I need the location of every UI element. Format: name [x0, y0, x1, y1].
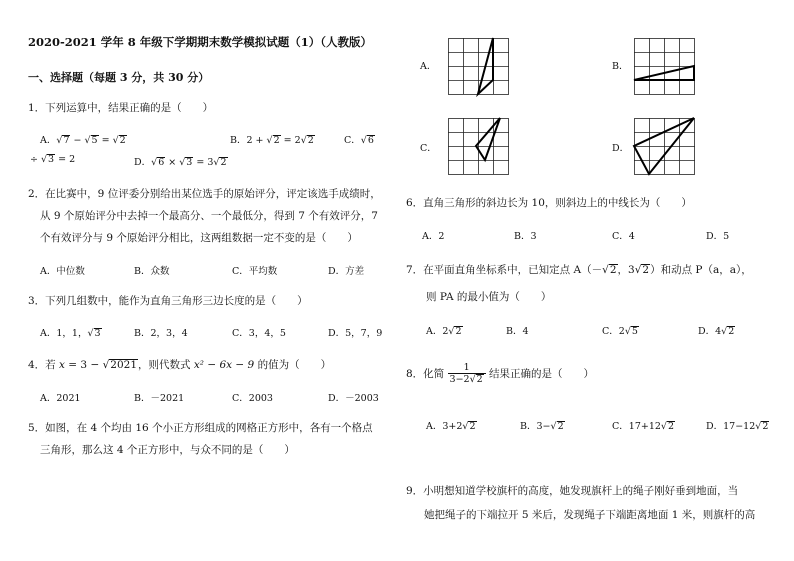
question-3-option-c: C．3，4，5: [232, 328, 286, 339]
question-1-option-c-cont: ÷ √3 = 2: [30, 154, 76, 165]
section-heading: 一、选择题（每题 3 分，共 30 分）: [28, 71, 210, 84]
question-7-option-c: C．2√5: [602, 326, 638, 337]
question-2-option-b: B．众数: [134, 266, 170, 277]
question-5-line-2: 三角形，那么这 4 个正方形中，与众不同的是（ ）: [40, 444, 295, 456]
question-4-option-c: C．2003: [232, 393, 273, 404]
question-7-line-2: 则 PA 的最小值为（ ）: [426, 291, 552, 303]
question-4-option-d: D．－2003: [328, 393, 379, 404]
question-1-option-b: B．2 + √2 = 2√2: [230, 135, 314, 146]
question-7-option-b: B．4: [506, 326, 529, 337]
question-5-option-b: B．: [612, 61, 629, 72]
question-6-option-b: B．3: [514, 231, 537, 242]
question-6-stem: 6．直角三角形的斜边长为 10，则斜边上的中线长为（ ）: [406, 197, 692, 209]
question-4-stem: 4．若 x = 3 − √2021，则代数式 x² − 6x − 9 的值为（ ）: [28, 359, 332, 371]
question-1-option-c: C．√6: [344, 135, 374, 146]
question-3-option-a: A．1，1，√3: [40, 328, 101, 339]
question-3-stem: 3．下列几组数中，能作为直角三角形三边长度的是（ ）: [28, 295, 308, 307]
question-2-line-2: 从 9 个原始评分中去掉一个最高分、一个最低分，得到 7 个有效评分，7: [40, 210, 378, 222]
question-2-line-3: 个有效评分与 9 个原始评分相比，这两组数据一定不变的是（ ）: [40, 232, 358, 244]
question-8-option-a: A．3+2√2: [426, 421, 476, 432]
question-6-option-a: A．2: [422, 231, 445, 242]
question-2-option-d: D．方差: [328, 266, 365, 277]
grid-figure-b: [634, 38, 698, 94]
page-title: 2020-2021 学年 8 年级下学期期末数学模拟试题（1）（人教版）: [28, 35, 373, 49]
question-4-option-b: B．－2021: [134, 393, 185, 404]
grid-figure-c: [448, 118, 512, 174]
question-8-fraction: $\frac{1}{3-2√2}$: [448, 362, 486, 385]
grid-figure-a: [448, 38, 512, 94]
question-8-option-b: B．3−√2: [520, 421, 564, 432]
question-3-option-d: D．5，7，9: [328, 328, 383, 339]
question-1-stem: 1．下列运算中，结果正确的是（ ）: [28, 102, 214, 114]
question-7-line-1: 7．在平面直角坐标系中，已知定点 A（－√2，3√2）和动点 P（a，a），: [406, 264, 752, 276]
question-2-option-a: A．中位数: [40, 266, 85, 277]
question-8-option-d: D．17−12√2: [706, 421, 769, 432]
question-5-line-1: 5．如图，在 4 个均由 16 个小正方形组成的网格正方形中，各有一个格点: [28, 422, 373, 434]
question-8-stem: 8．化简 $\frac{1}{3-2√2}$ 结果正确的是（ ）: [406, 362, 595, 385]
question-1-option-d: D．√6 × √3 = 3√2: [134, 157, 227, 168]
grid-figure-d: [634, 118, 698, 174]
question-6-option-d: D．5: [706, 231, 730, 242]
question-7-option-d: D．4√2: [698, 326, 735, 337]
question-5-option-d: D．: [612, 143, 630, 154]
question-2-option-c: C．平均数: [232, 266, 278, 277]
question-4-option-a: A．2021: [40, 393, 81, 404]
question-2-line-1: 2．在比赛中，9 位评委分别给出某位选手的原始评分，评定该选手成绩时，: [28, 188, 381, 200]
question-6-option-c: C．4: [612, 231, 635, 242]
question-5-option-a: A．: [420, 61, 437, 72]
question-5-option-c: C．: [420, 143, 437, 154]
question-1-option-a: A．√7 − √5 = √2: [40, 135, 126, 146]
question-9-line-1: 9．小明想知道学校旗杆的高度，她发现旗杆上的绳子刚好垂到地面，当: [406, 485, 739, 497]
question-8-option-c: C．17+12√2: [612, 421, 675, 432]
question-9-line-2: 她把绳子的下端拉开 5 米后，发现绳子下端距离地面 1 米，则旗杆的高: [424, 509, 756, 521]
question-3-option-b: B．2，3，4: [134, 328, 188, 339]
question-7-option-a: A．2√2: [426, 326, 462, 337]
